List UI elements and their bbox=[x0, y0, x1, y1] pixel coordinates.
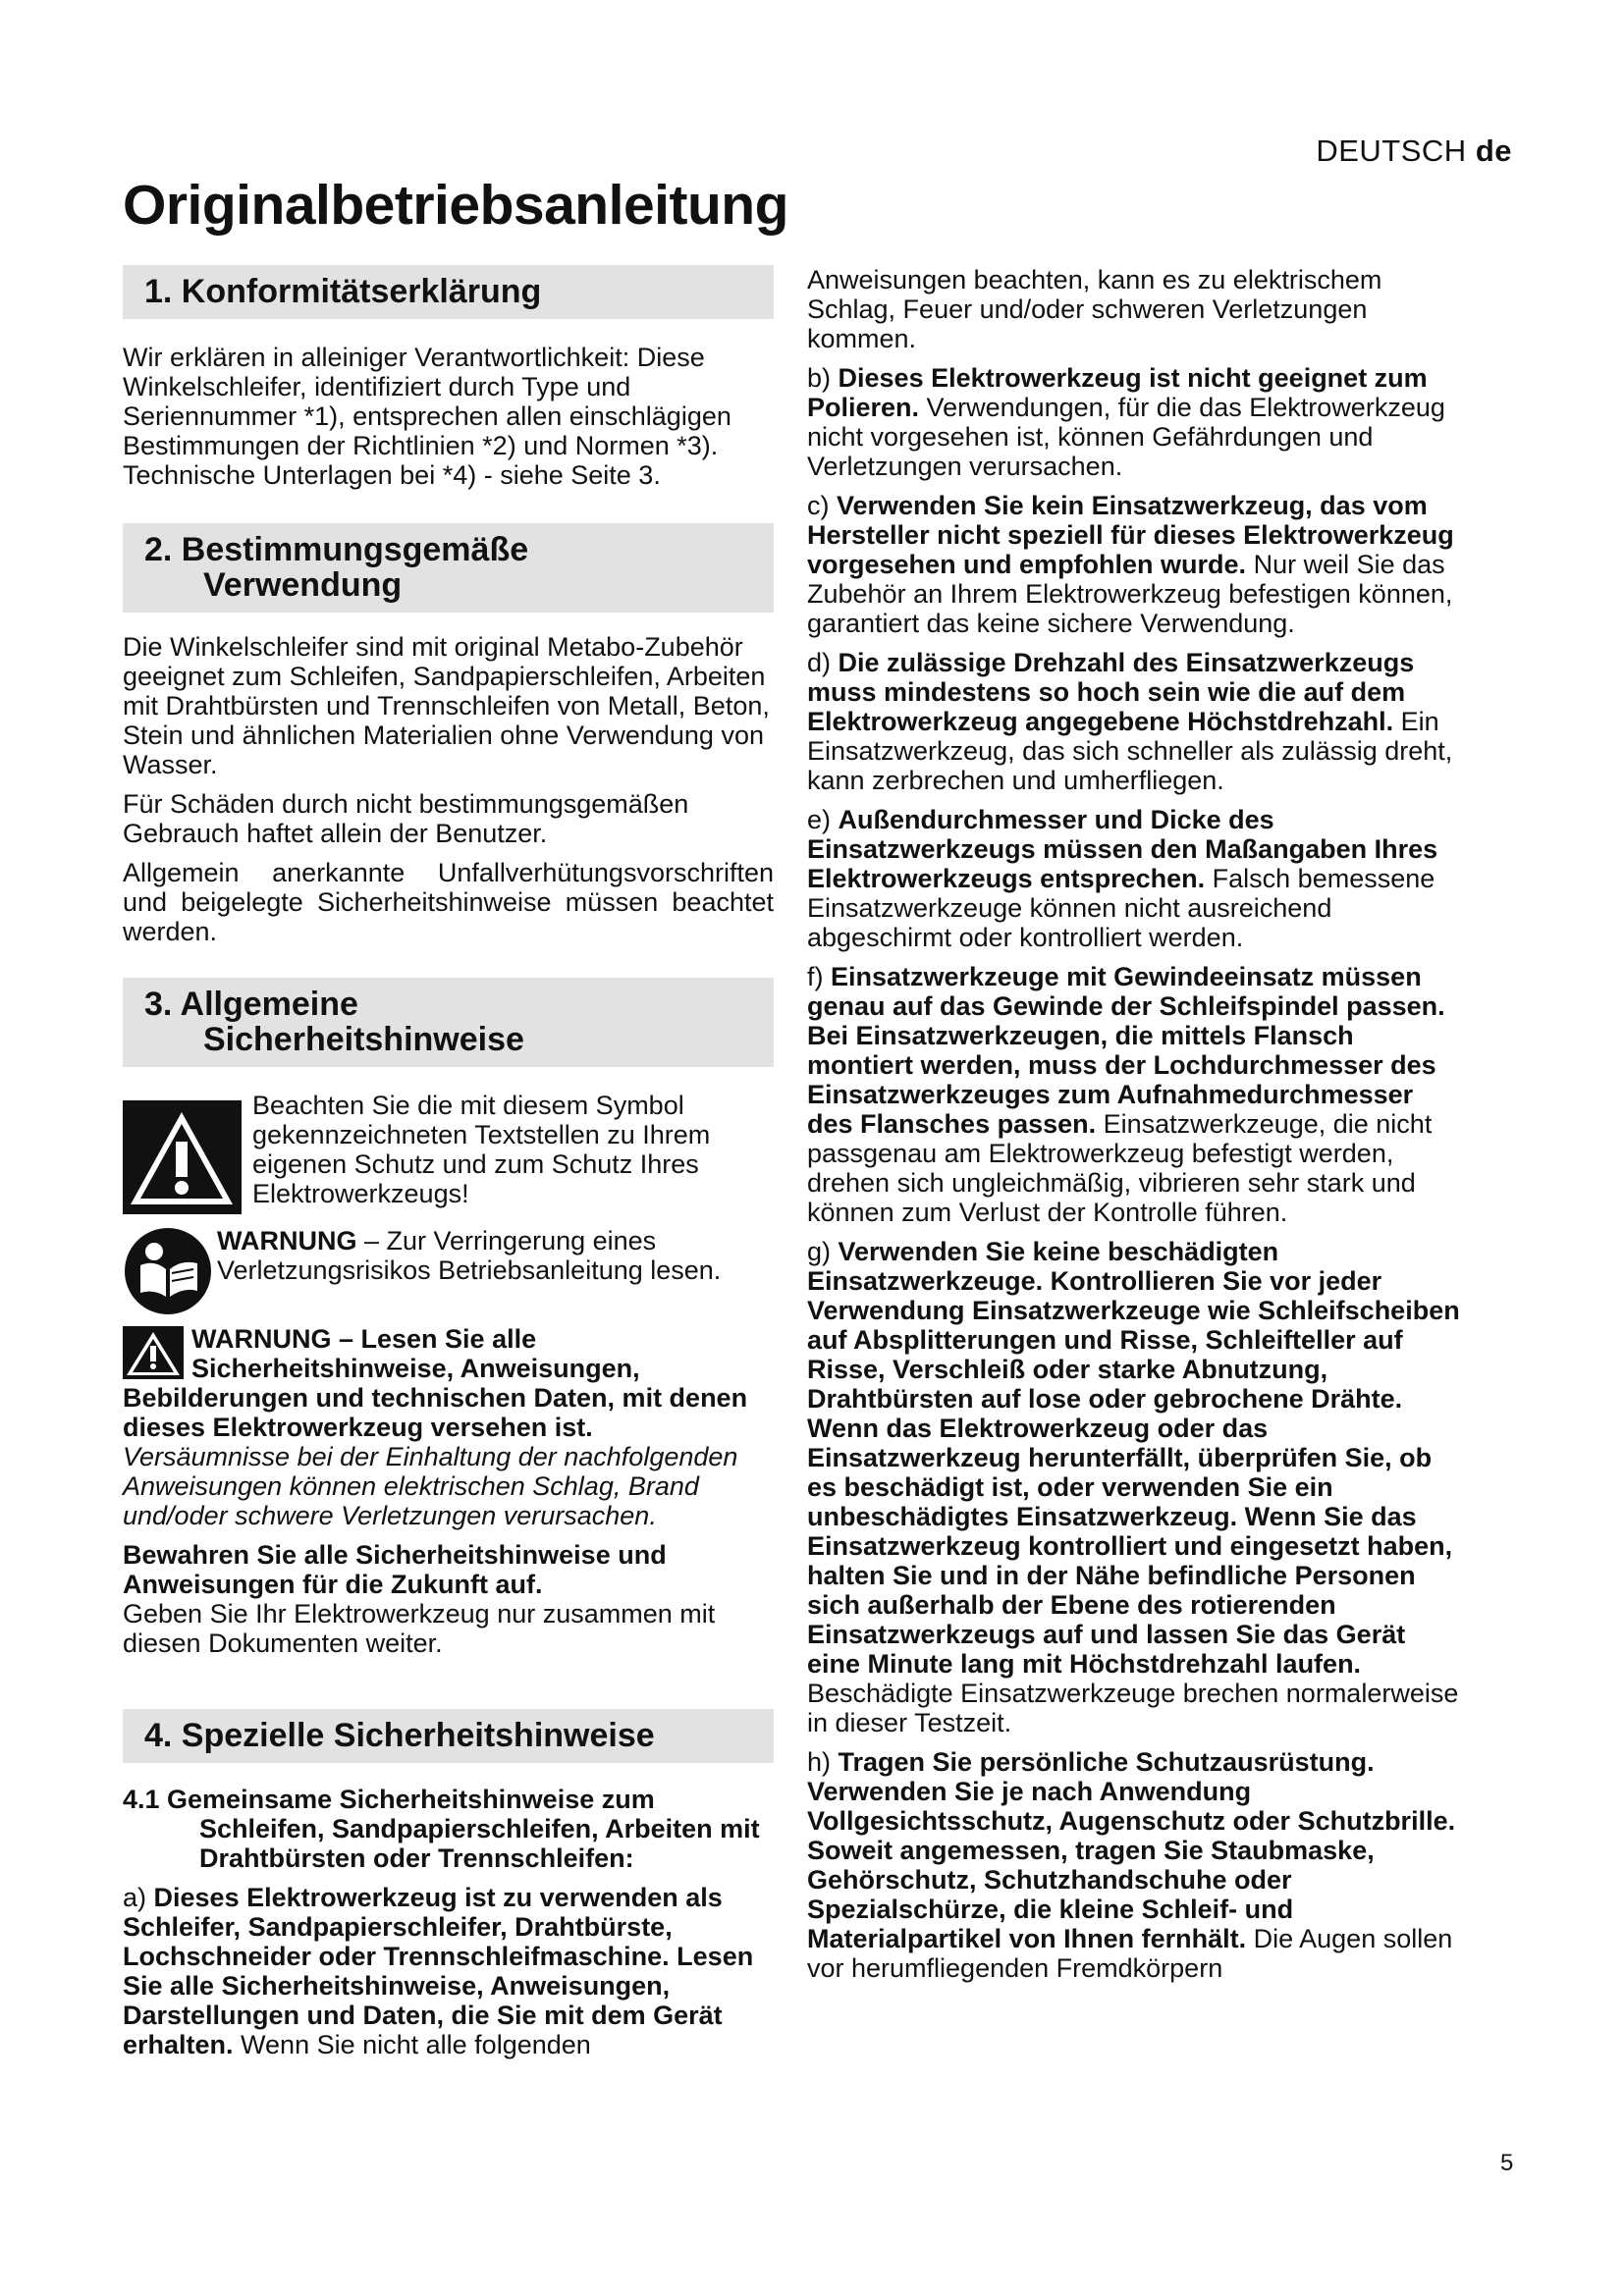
item-a bbox=[123, 1883, 774, 2059]
item-f bbox=[807, 962, 1463, 1227]
item-f-bold: Einsatzwerkzeuge mit Gewindeeinsatz müssen genau auf das Gewinde der Schleifspindel passen. Bei Einsatzwerkzeugen, die mittels Flansch montiert werden, muss der Lochdurchmesser des Einsatzwerkzeuges zum Aufnahmedurchmesser des Flansches passen. bbox=[807, 962, 1445, 1139]
read-manual-body: – Zur Verringerung eines Verletzungsrisikos Betriebsanleitung lesen. bbox=[217, 1226, 722, 1285]
section-1-heading-text: 1. Konformitätserklärung bbox=[144, 273, 542, 310]
item-f-text: Einsatzwerkzeuge, die nicht passgenau am Elektrowerkzeug befestigt werden, drehen sich ungleichmäßig, vibrieren sehr stark und können zum Verlust der Kontrolle führen. bbox=[807, 1109, 1433, 1227]
item-a-continued: Anweisungen beachten, kann es zu elektrischem Schlag, Feuer und/oder schweren Verletzungen kommen. bbox=[807, 265, 1382, 353]
subsection-4-1-line1: 4.1 Gemeinsame Sicherheitshinweise zum bbox=[123, 1785, 655, 1814]
item-a-label: a) bbox=[123, 1883, 154, 1912]
item-e-label: e) bbox=[807, 805, 839, 834]
item-h-label: h) bbox=[807, 1747, 839, 1777]
item-b-bold: Dieses Elektrowerkzeug ist nicht geeignet zum Polieren. bbox=[807, 363, 1428, 422]
item-b-text: Verwendungen, für die das Elektrowerkzeug nicht vorgesehen ist, können Gefährdungen und Verletzungen verursachen. bbox=[807, 393, 1445, 481]
page-title: Originalbetriebsanleitung bbox=[123, 174, 788, 237]
section-2-heading-line2: Verwendung bbox=[203, 566, 403, 604]
item-b bbox=[807, 363, 1463, 481]
keep-instructions-bold: Bewahren Sie alle Sicherheitshinweise und Anweisungen für die Zukunft auf. bbox=[123, 1540, 667, 1599]
section-3-heading bbox=[123, 978, 774, 1067]
keep-instructions bbox=[123, 1540, 774, 1658]
subsection-4-1-heading bbox=[123, 1785, 774, 1873]
symbol-note bbox=[123, 1091, 774, 1226]
item-a-bold: Dieses Elektrowerkzeug ist zu verwenden als Schleifer, Sandpapierschleifer, Drahtbürste, Lochschneider oder Trennschleifmaschine. Lesen Sie alle Sicherheitshinweise, Anweisungen, Darstellungen und Daten, die Sie mit dem Gerät erhalten. bbox=[123, 1883, 754, 2059]
item-e-bold: Außendurchmesser und Dicke des Einsatzwerkzeugs müssen den Maßangaben Ihres Elektrowerkzeugs entsprechen. bbox=[807, 805, 1438, 893]
read-manual-warning: WARNUNG bbox=[217, 1226, 357, 1255]
item-g-text: Beschädigte Einsatzwerkzeuge brechen normalerweise in dieser Testzeit. bbox=[807, 1679, 1459, 1737]
page-number: 5 bbox=[1500, 2150, 1514, 2176]
section-4-heading-text: 4. Spezielle Sicherheitshinweise bbox=[144, 1717, 655, 1754]
keep-instructions-text: Geben Sie Ihr Elektrowerkzeug nur zusammen mit diesen Dokumenten weiter. bbox=[123, 1599, 716, 1658]
section-3-heading-line1: 3. Allgemeine bbox=[144, 986, 358, 1023]
language-name: DEUTSCH bbox=[1316, 133, 1467, 168]
read-manual-icon bbox=[123, 1226, 213, 1316]
item-h bbox=[807, 1747, 1463, 1983]
read-manual-note bbox=[123, 1226, 774, 1318]
item-a-text: Wenn Sie nicht alle folgenden bbox=[233, 2030, 591, 2059]
item-g bbox=[807, 1237, 1463, 1737]
section-2-paragraph-1: Die Winkelschleifer sind mit original Metabo-Zubehör geeignet zum Schleifen, Sandpapierschleifen, Arbeiten mit Drahtbürsten und Trennschleifen von Metall, Beton, Stein und ähnlichen Materialien ohne Verwendung von Wasser. bbox=[123, 632, 770, 779]
language-label bbox=[1316, 133, 1512, 169]
section-3-heading-line2: Sicherheitshinweise bbox=[203, 1021, 524, 1058]
item-c-label: c) bbox=[807, 491, 837, 520]
warning-triangle-icon bbox=[123, 1100, 242, 1214]
general-warning-italic: Versäumnisse bei der Einhaltung der nachfolgenden Anweisungen können elektrischen Schlag, Brand und/oder schwere Verletzungen verursachen. bbox=[123, 1442, 738, 1530]
right-column bbox=[807, 265, 1463, 1993]
item-h-bold: Tragen Sie persönliche Schutzausrüstung. Verwenden Sie je nach Anwendung Vollgesichtsschutz, Augenschutz oder Schutzbrille. Soweit angemessen, tragen Sie Staubmaske, Gehörschutz, Schutzhandschuhe oder Spezialschürze, die kleine Schleif- und Materialpartikel von Ihnen fernhält. bbox=[807, 1747, 1456, 1953]
item-c-bold: Verwenden Sie kein Einsatzwerkzeug, das vom Hersteller nicht speziell für dieses Elektrowerkzeug vorgesehen und empfohlen wurde. bbox=[807, 491, 1454, 579]
item-d-bold: Die zulässige Drehzahl des Einsatzwerkzeugs muss mindestens so hoch sein wie die auf dem Elektrowerkzeug angegebene Höchstdrehzahl. bbox=[807, 648, 1415, 736]
general-warning bbox=[123, 1324, 774, 1530]
item-c-text: Nur weil Sie das Zubehör an Ihrem Elektrowerkzeug befestigen können, garantiert das keine sichere Verwendung. bbox=[807, 550, 1453, 638]
warning-triangle-icon bbox=[123, 1326, 184, 1379]
item-d-label: d) bbox=[807, 648, 839, 677]
language-code: de bbox=[1475, 133, 1512, 168]
item-d-text: Ein Einsatzwerkzeug, das sich schneller als zulässig dreht, kann zerbrechen und umherfliegen. bbox=[807, 707, 1453, 795]
item-h-text: Die Augen sollen vor herumfliegenden Fremdkörpern bbox=[807, 1924, 1453, 1983]
item-f-label: f) bbox=[807, 962, 831, 991]
item-g-label: g) bbox=[807, 1237, 839, 1266]
item-d bbox=[807, 648, 1463, 795]
general-warning-bold: WARNUNG – Lesen Sie alle Sicherheitshinweise, Anweisungen, Bebilderungen und technischen Daten, mit denen dieses Elektrowerkzeug versehen ist. bbox=[123, 1324, 748, 1442]
section-2-paragraph-2: Für Schäden durch nicht bestimmungsgemäßen Gebrauch haftet allein der Benutzer. bbox=[123, 789, 689, 848]
section-1-text: Wir erklären in alleiniger Verantwortlichkeit: Diese Winkelschleifer, identifiziert durch Type und Seriennummer *1), entsprechen allen einschlägigen Bestimmungen der Richtlinien *2) und Normen *3). Technische Unterlagen bei *4) - siehe Seite 3. bbox=[123, 343, 731, 490]
left-column bbox=[123, 265, 774, 2069]
read-manual-text bbox=[217, 1226, 777, 1285]
item-g-bold: Verwenden Sie keine beschädigten Einsatzwerkzeuge. Kontrollieren Sie vor jeder Verwendung Einsatzwerkzeuge wie Schleifscheiben auf Absplitterungen und Risse, Schleifteller auf Risse, Verschleiß oder starke Abnutzung, Drahtbürsten auf lose oder gebrochene Drähte. Wenn das Elektrowerkzeug oder das Einsatzwerkzeug herunterfällt, überprüfen Sie, ob es beschädigt ist, oder verwenden Sie ein unbeschädigtes Einsatzwerkzeug. Wenn Sie das Einsatzwerkzeug kontrolliert und eingesetzt haben, halten Sie und in der Nähe befindliche Personen sich außerhalb der Ebene des rotierenden Einsatzwerkzeugs auf und lassen Sie das Gerät eine Minute lang mit Höchstdrehzahl laufen. bbox=[807, 1237, 1460, 1679]
section-4-heading bbox=[123, 1709, 774, 1763]
section-2-heading-line1: 2. Bestimmungsgemäße bbox=[144, 531, 529, 568]
subsection-4-1-line2: Schleifen, Sandpapierschleifen, Arbeiten mit Drahtbürsten oder Trennschleifen: bbox=[199, 1814, 760, 1873]
item-b-label: b) bbox=[807, 363, 839, 393]
item-e-text: Falsch bemessene Einsatzwerkzeuge können nicht ausreichend abgeschirmt oder kontrolliert werden. bbox=[807, 864, 1435, 952]
section-1-heading bbox=[123, 265, 774, 319]
section-2-heading bbox=[123, 523, 774, 613]
symbol-note-text: Beachten Sie die mit diesem Symbol gekennzeichneten Textstellen zu Ihrem eigenen Schutz und zum Schutz Ihres Elektrowerkzeugs! bbox=[252, 1091, 711, 1208]
section-2-paragraph-3: Allgemein anerkannte Unfallverhütungsvorschriften und beigelegte Sicherheitshinweise müssen beachtet werden. bbox=[123, 858, 774, 946]
item-e bbox=[807, 805, 1463, 952]
item-c bbox=[807, 491, 1463, 638]
